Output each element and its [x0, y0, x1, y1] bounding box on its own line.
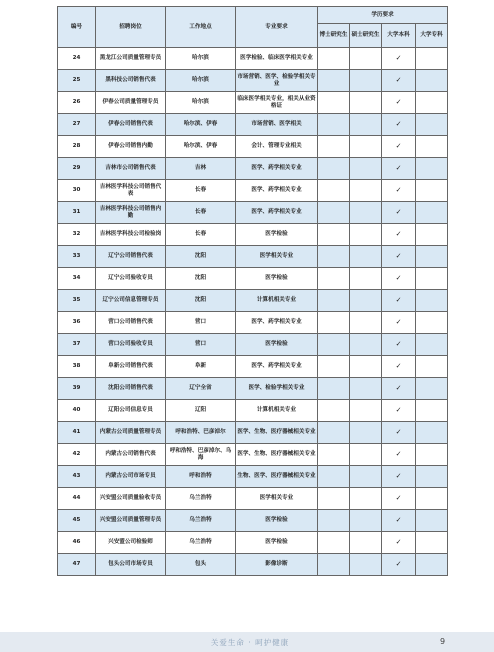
cell-location: 长春 — [166, 180, 236, 202]
cell-no: 24 — [58, 48, 96, 70]
cell-master — [350, 268, 382, 290]
cell-bachelor: ✓ — [382, 334, 416, 356]
cell-no: 46 — [58, 532, 96, 554]
cell-no: 42 — [58, 444, 96, 466]
cell-location: 呼和浩特、巴彦淖尔、乌海 — [166, 444, 236, 466]
cell-bachelor: ✓ — [382, 202, 416, 224]
table-row — [58, 356, 448, 378]
cell-major: 医学检验 — [236, 510, 318, 532]
cell-location: 哈尔滨、伊春 — [166, 114, 236, 136]
cell-bachelor: ✓ — [382, 136, 416, 158]
cell-location: 沈阳 — [166, 246, 236, 268]
cell-bachelor: ✓ — [382, 510, 416, 532]
cell-major: 医学、药学相关专业 — [236, 312, 318, 334]
cell-no: 38 — [58, 356, 96, 378]
cell-master — [350, 158, 382, 180]
table-row — [58, 554, 448, 576]
cell-junior — [416, 290, 448, 312]
header-junior: 大学专科 — [416, 24, 448, 48]
cell-bachelor: ✓ — [382, 224, 416, 246]
cell-phd — [318, 92, 350, 114]
cell-junior — [416, 422, 448, 444]
cell-junior — [416, 312, 448, 334]
table-row — [58, 378, 448, 400]
cell-no: 34 — [58, 268, 96, 290]
cell-major: 会计、管理专业相关 — [236, 136, 318, 158]
cell-location: 辽宁全省 — [166, 378, 236, 400]
cell-phd — [318, 70, 350, 92]
table-row — [58, 466, 448, 488]
cell-master — [350, 532, 382, 554]
cell-no: 29 — [58, 158, 96, 180]
cell-no: 41 — [58, 422, 96, 444]
cell-location: 乌兰浩特 — [166, 488, 236, 510]
cell-no: 45 — [58, 510, 96, 532]
cell-master — [350, 48, 382, 70]
cell-master — [350, 136, 382, 158]
cell-position: 伊春公司质量管理专员 — [96, 92, 166, 114]
cell-junior — [416, 268, 448, 290]
cell-position: 内蒙古公司市场专员 — [96, 466, 166, 488]
cell-no: 47 — [58, 554, 96, 576]
cell-location: 沈阳 — [166, 268, 236, 290]
header-location: 工作地点 — [166, 7, 236, 48]
cell-phd — [318, 466, 350, 488]
cell-bachelor: ✓ — [382, 422, 416, 444]
cell-master — [350, 466, 382, 488]
cell-bachelor: ✓ — [382, 158, 416, 180]
cell-major: 医学检验 — [236, 334, 318, 356]
cell-no: 27 — [58, 114, 96, 136]
cell-bachelor: ✓ — [382, 246, 416, 268]
cell-phd — [318, 114, 350, 136]
cell-location: 哈尔滨 — [166, 48, 236, 70]
cell-junior — [416, 378, 448, 400]
header-education: 学历要求 — [318, 7, 448, 24]
cell-no: 37 — [58, 334, 96, 356]
cell-junior — [416, 488, 448, 510]
table-row — [58, 312, 448, 334]
table-row — [58, 488, 448, 510]
cell-major: 医学、药学相关专业 — [236, 202, 318, 224]
cell-junior — [416, 356, 448, 378]
cell-junior — [416, 246, 448, 268]
cell-phd — [318, 246, 350, 268]
cell-bachelor: ✓ — [382, 290, 416, 312]
table-row — [58, 290, 448, 312]
cell-position: 包头公司市场专员 — [96, 554, 166, 576]
cell-master — [350, 356, 382, 378]
cell-position: 兴安盟公司检验师 — [96, 532, 166, 554]
table-row — [58, 510, 448, 532]
cell-junior — [416, 202, 448, 224]
cell-position: 辽阳公司信息专员 — [96, 400, 166, 422]
cell-major: 医学、药学相关专业 — [236, 158, 318, 180]
table-row — [58, 114, 448, 136]
cell-no: 36 — [58, 312, 96, 334]
cell-junior — [416, 554, 448, 576]
cell-position: 吉林医学科技公司检验岗 — [96, 224, 166, 246]
cell-position: 沈阳公司销售代表 — [96, 378, 166, 400]
cell-junior — [416, 70, 448, 92]
cell-master — [350, 180, 382, 202]
cell-no: 32 — [58, 224, 96, 246]
cell-phd — [318, 422, 350, 444]
cell-bachelor: ✓ — [382, 488, 416, 510]
cell-location: 乌兰浩特 — [166, 510, 236, 532]
cell-master — [350, 202, 382, 224]
cell-master — [350, 224, 382, 246]
cell-no: 35 — [58, 290, 96, 312]
cell-position: 内蒙古公司质量管理专员 — [96, 422, 166, 444]
cell-location: 吉林 — [166, 158, 236, 180]
cell-bachelor: ✓ — [382, 356, 416, 378]
cell-location: 营口 — [166, 334, 236, 356]
cell-position: 伊春公司销售代表 — [96, 114, 166, 136]
cell-location: 长春 — [166, 224, 236, 246]
cell-no: 43 — [58, 466, 96, 488]
header-master: 硕士研究生 — [350, 24, 382, 48]
cell-phd — [318, 158, 350, 180]
cell-location: 营口 — [166, 312, 236, 334]
cell-major: 影像诊断 — [236, 554, 318, 576]
table-row — [58, 268, 448, 290]
cell-major: 医学、药学相关专业 — [236, 356, 318, 378]
cell-major: 医学、药学相关专业 — [236, 180, 318, 202]
cell-location: 呼和浩特 — [166, 466, 236, 488]
cell-major: 医学检验 — [236, 224, 318, 246]
cell-phd — [318, 224, 350, 246]
cell-junior — [416, 334, 448, 356]
cell-major: 医学、生物、医疗器械相关专业 — [236, 422, 318, 444]
cell-junior — [416, 136, 448, 158]
cell-location: 长春 — [166, 202, 236, 224]
cell-master — [350, 554, 382, 576]
cell-major: 医学检验、临床医学相关专业 — [236, 48, 318, 70]
cell-junior — [416, 224, 448, 246]
cell-bachelor: ✓ — [382, 70, 416, 92]
cell-position: 辽宁公司销售代表 — [96, 246, 166, 268]
cell-junior — [416, 466, 448, 488]
cell-phd — [318, 444, 350, 466]
cell-position: 阜新公司销售代表 — [96, 356, 166, 378]
cell-no: 30 — [58, 180, 96, 202]
table-row — [58, 202, 448, 224]
cell-location: 包头 — [166, 554, 236, 576]
cell-position: 兴安盟公司质量管理专员 — [96, 510, 166, 532]
cell-no: 39 — [58, 378, 96, 400]
cell-master — [350, 114, 382, 136]
cell-bachelor: ✓ — [382, 312, 416, 334]
cell-major: 生物、医学、医疗器械相关专业 — [236, 466, 318, 488]
cell-no: 25 — [58, 70, 96, 92]
cell-phd — [318, 532, 350, 554]
cell-position: 辽宁公司验收专员 — [96, 268, 166, 290]
cell-position: 营口公司验收专员 — [96, 334, 166, 356]
cell-major: 市场营销、医学、检验学相关专业 — [236, 70, 318, 92]
cell-position: 黑龙江公司质量管理专员 — [96, 48, 166, 70]
table-body — [58, 48, 448, 576]
cell-position: 黑科技公司销售代表 — [96, 70, 166, 92]
table-row — [58, 400, 448, 422]
cell-phd — [318, 290, 350, 312]
cell-phd — [318, 136, 350, 158]
page-footer — [0, 632, 494, 652]
table-row — [58, 422, 448, 444]
table-row — [58, 136, 448, 158]
table-row — [58, 92, 448, 114]
header-major: 专业要求 — [236, 7, 318, 48]
cell-bachelor: ✓ — [382, 268, 416, 290]
cell-location: 呼和浩特、巴彦淖尔 — [166, 422, 236, 444]
cell-junior — [416, 158, 448, 180]
page-number: 9 — [440, 637, 446, 646]
cell-location: 哈尔滨、伊春 — [166, 136, 236, 158]
cell-master — [350, 290, 382, 312]
cell-junior — [416, 114, 448, 136]
table-row — [58, 48, 448, 70]
cell-bachelor: ✓ — [382, 180, 416, 202]
cell-bachelor: ✓ — [382, 444, 416, 466]
cell-junior — [416, 92, 448, 114]
cell-no: 33 — [58, 246, 96, 268]
cell-phd — [318, 268, 350, 290]
header-phd: 博士研究生 — [318, 24, 350, 48]
cell-bachelor: ✓ — [382, 532, 416, 554]
recruitment-table — [57, 6, 448, 576]
table-row — [58, 246, 448, 268]
cell-major: 医学相关专业 — [236, 488, 318, 510]
cell-master — [350, 422, 382, 444]
cell-master — [350, 378, 382, 400]
header-position: 招聘岗位 — [96, 7, 166, 48]
cell-location: 哈尔滨 — [166, 70, 236, 92]
cell-position: 吉林医学科技公司销售代表 — [96, 180, 166, 202]
footer-slogan: 关爱生命 · 呵护健康 — [210, 638, 290, 647]
cell-phd — [318, 356, 350, 378]
cell-junior — [416, 444, 448, 466]
cell-phd — [318, 488, 350, 510]
table-row — [58, 532, 448, 554]
cell-position: 兴安盟公司质量验收专员 — [96, 488, 166, 510]
cell-major: 计算机相关专业 — [236, 400, 318, 422]
cell-bachelor: ✓ — [382, 400, 416, 422]
cell-master — [350, 334, 382, 356]
cell-no: 31 — [58, 202, 96, 224]
cell-junior — [416, 510, 448, 532]
cell-phd — [318, 378, 350, 400]
header-bachelor: 大学本科 — [382, 24, 416, 48]
header-no: 编号 — [58, 7, 96, 48]
cell-junior — [416, 180, 448, 202]
cell-bachelor: ✓ — [382, 114, 416, 136]
cell-master — [350, 488, 382, 510]
cell-junior — [416, 400, 448, 422]
table-row — [58, 224, 448, 246]
cell-position: 吉林医学科技公司销售内勤 — [96, 202, 166, 224]
cell-phd — [318, 510, 350, 532]
cell-no: 40 — [58, 400, 96, 422]
cell-master — [350, 70, 382, 92]
cell-major: 临床医学相关专业，相关从业资格证 — [236, 92, 318, 114]
table-row — [58, 444, 448, 466]
cell-phd — [318, 312, 350, 334]
cell-phd — [318, 202, 350, 224]
cell-phd — [318, 48, 350, 70]
cell-position: 营口公司销售代表 — [96, 312, 166, 334]
cell-major: 医学检验 — [236, 532, 318, 554]
cell-master — [350, 312, 382, 334]
cell-bachelor: ✓ — [382, 554, 416, 576]
cell-phd — [318, 180, 350, 202]
cell-bachelor: ✓ — [382, 48, 416, 70]
cell-major: 计算机相关专业 — [236, 290, 318, 312]
cell-location: 乌兰浩特 — [166, 532, 236, 554]
cell-bachelor: ✓ — [382, 378, 416, 400]
cell-major: 医学、生物、医疗器械相关专业 — [236, 444, 318, 466]
cell-position: 内蒙古公司销售代表 — [96, 444, 166, 466]
cell-bachelor: ✓ — [382, 92, 416, 114]
cell-location: 哈尔滨 — [166, 92, 236, 114]
cell-location: 沈阳 — [166, 290, 236, 312]
cell-major: 医学检验 — [236, 268, 318, 290]
cell-no: 28 — [58, 136, 96, 158]
cell-master — [350, 400, 382, 422]
cell-master — [350, 92, 382, 114]
table-row — [58, 334, 448, 356]
cell-position: 辽宁公司信息管理专员 — [96, 290, 166, 312]
cell-master — [350, 246, 382, 268]
cell-position: 伊春公司销售内勤 — [96, 136, 166, 158]
cell-junior — [416, 48, 448, 70]
cell-phd — [318, 334, 350, 356]
table-row — [58, 70, 448, 92]
cell-master — [350, 444, 382, 466]
cell-phd — [318, 554, 350, 576]
cell-major: 医学、检验学相关专业 — [236, 378, 318, 400]
cell-phd — [318, 400, 350, 422]
cell-position: 吉林市公司销售代表 — [96, 158, 166, 180]
cell-master — [350, 510, 382, 532]
table-row — [58, 180, 448, 202]
cell-no: 44 — [58, 488, 96, 510]
cell-bachelor: ✓ — [382, 466, 416, 488]
cell-junior — [416, 532, 448, 554]
cell-major: 医学相关专业 — [236, 246, 318, 268]
cell-location: 阜新 — [166, 356, 236, 378]
cell-no: 26 — [58, 92, 96, 114]
cell-major: 市场营销、医学相关 — [236, 114, 318, 136]
table-row — [58, 158, 448, 180]
cell-location: 辽阳 — [166, 400, 236, 422]
